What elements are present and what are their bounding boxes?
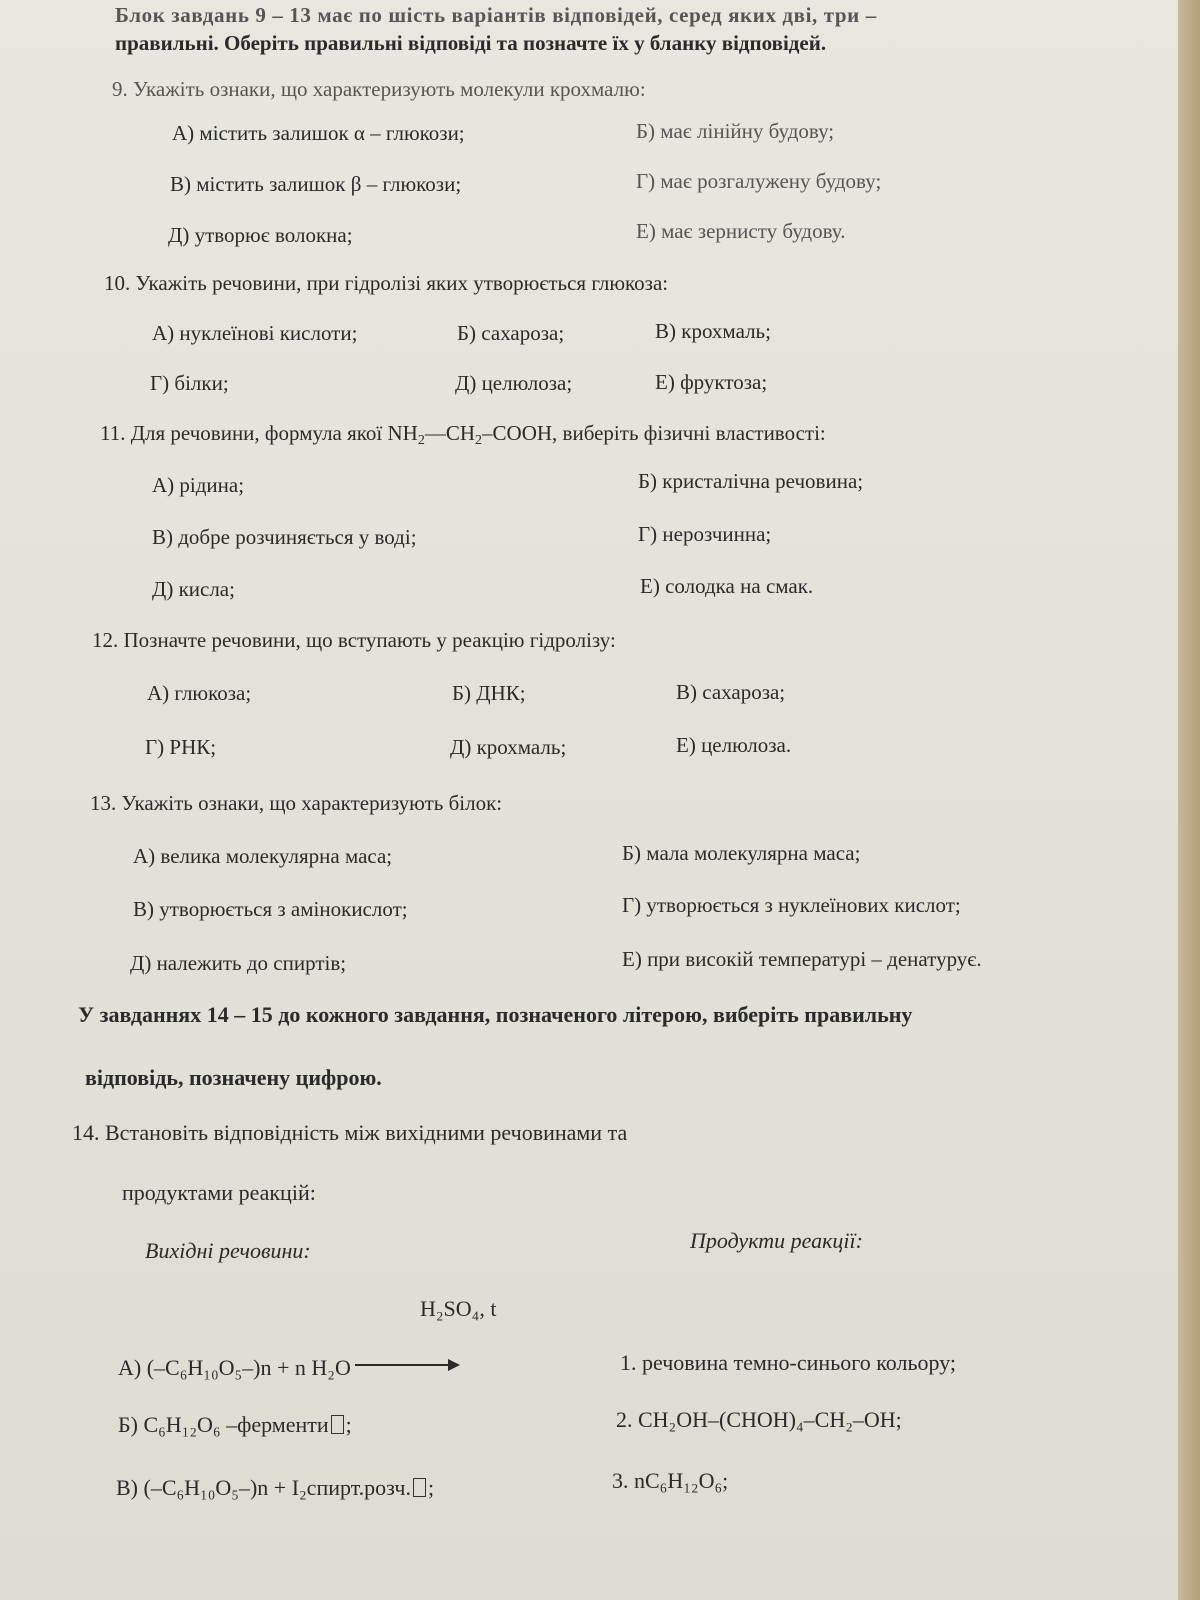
q11-option-e: Е) солодка на смак. bbox=[640, 574, 814, 598]
q12-option-a: А) глюкоза; bbox=[147, 681, 252, 705]
q11-option-a: А) рідина; bbox=[152, 473, 245, 497]
q14-question-line-1: 14. Встановіть відповідність між вихідними речовинами та bbox=[72, 1120, 628, 1145]
q14-reactant-v bbox=[116, 1475, 434, 1501]
q14-reactant-v-text: В) (–C₆H₁₀O₅–)n + I₂спирт.розч. bbox=[116, 1475, 411, 1500]
q14-product-3: 3. nC₆H₁₂O₆; bbox=[612, 1468, 729, 1493]
q10-option-b: Б) сахароза; bbox=[457, 321, 565, 345]
q14-reactant-b-semicolon: ; bbox=[345, 1412, 352, 1437]
q14-catalyst-label: H₂SO₄, t bbox=[420, 1296, 497, 1321]
q12-option-d: Д) крохмаль; bbox=[450, 735, 567, 759]
q11-option-g: Г) нерозчинна; bbox=[638, 522, 772, 546]
q13-question: 13. Укажіть ознаки, що характеризують білок: bbox=[90, 791, 503, 815]
q10-option-a: А) нуклеїнові кислоти; bbox=[152, 321, 358, 345]
section2-line-2: відповідь, позначену цифрою. bbox=[85, 1065, 382, 1090]
q14-product-1: 1. речовина темно-синього кольору; bbox=[620, 1350, 957, 1375]
q11-question-prefix: 11. Для речовини, формула якої NH bbox=[100, 421, 418, 445]
q10-option-g: Г) білки; bbox=[150, 371, 229, 395]
q14-reactant-b-text: Б) C₆H₁₂O₆ –ферменти bbox=[118, 1412, 329, 1437]
q9-option-v: В) містить залишок β – глюкози; bbox=[170, 172, 462, 196]
q13-option-a: А) велика молекулярна маса; bbox=[133, 844, 393, 868]
q10-option-v: В) крохмаль; bbox=[655, 319, 771, 343]
q12-option-v: В) сахароза; bbox=[676, 680, 786, 704]
q13-option-e: Е) при високій температурі – денатурує. bbox=[622, 947, 982, 971]
q14-question-line-2: продуктами реакцій: bbox=[122, 1180, 316, 1205]
q11-question: 11. Для речовини, формула якої $NH_2—CH_2$–COOH, виберіть фізичні властивості: bbox=[100, 421, 826, 448]
q11-option-d: Д) кисла; bbox=[152, 577, 235, 601]
q9-option-d: Д) утворює волокна; bbox=[168, 223, 353, 247]
q13-option-b: Б) мала молекулярна маса; bbox=[622, 841, 861, 865]
q13-option-v: В) утворюється з амінокислот; bbox=[133, 897, 408, 921]
header-line-1: Блок завдань 9 – 13 має по шість варіантів відповідей, серед яких дві, три – bbox=[115, 3, 877, 27]
q9-option-a: А) містить залишок α – глюкози; bbox=[172, 121, 465, 145]
header-line-2: правильні. Оберіть правильні відповіді та позначте їх у бланку відповідей. bbox=[115, 31, 827, 55]
q9-option-b: Б) має лінійну будову; bbox=[636, 119, 835, 143]
q10-option-d: Д) целюлоза; bbox=[455, 371, 573, 395]
q11-option-b: Б) кристалічна речовина; bbox=[638, 469, 864, 493]
missing-glyph-icon bbox=[413, 1478, 426, 1497]
q11-option-v: В) добре розчиняється у воді; bbox=[152, 525, 417, 549]
q9-question: 9. Укажіть ознаки, що характеризують молекули крохмалю: bbox=[112, 77, 646, 101]
q14-reactant-b bbox=[118, 1412, 352, 1438]
q14-column-left-title: Вихідні речовини: bbox=[145, 1238, 311, 1263]
q13-option-g: Г) утворюється з нуклеїнових кислот; bbox=[622, 893, 961, 917]
q10-option-e: Е) фруктоза; bbox=[655, 370, 768, 394]
q14-product-2: 2. CH₂OH–(CHOH)₄–CH₂–OH; bbox=[616, 1407, 902, 1432]
q9-option-g: Г) має розгалужену будову; bbox=[636, 169, 882, 193]
missing-glyph-icon bbox=[331, 1415, 344, 1434]
reaction-arrow-icon bbox=[355, 1358, 460, 1372]
q12-option-g: Г) РНК; bbox=[145, 735, 217, 759]
q12-question: 12. Позначте речовини, що вступають у реакцію гідролізу: bbox=[92, 628, 616, 652]
q13-option-d: Д) належить до спиртів; bbox=[130, 951, 347, 975]
q14-reactant-a bbox=[118, 1355, 460, 1381]
section2-line-1: У завданнях 14 – 15 до кожного завдання, позначеного літерою, виберіть правильну bbox=[78, 1002, 913, 1027]
table-edge bbox=[1178, 0, 1200, 1600]
q14-column-right-title: Продукти реакції: bbox=[690, 1228, 863, 1253]
q14-reactant-v-semicolon: ; bbox=[427, 1475, 435, 1500]
q12-option-e: Е) целюлоза. bbox=[676, 733, 792, 757]
q9-option-e: Е) має зернисту будову. bbox=[636, 219, 846, 243]
q14-reactant-a-text: А) (–C₆H₁₀O₅–)n + n H₂O bbox=[118, 1355, 351, 1380]
q11-question-suffix: , виберіть фізичні властивості: bbox=[552, 421, 826, 445]
q12-option-b: Б) ДНК; bbox=[452, 681, 526, 705]
q10-question: 10. Укажіть речовини, при гідролізі яких утворюється глюкоза: bbox=[104, 271, 669, 295]
